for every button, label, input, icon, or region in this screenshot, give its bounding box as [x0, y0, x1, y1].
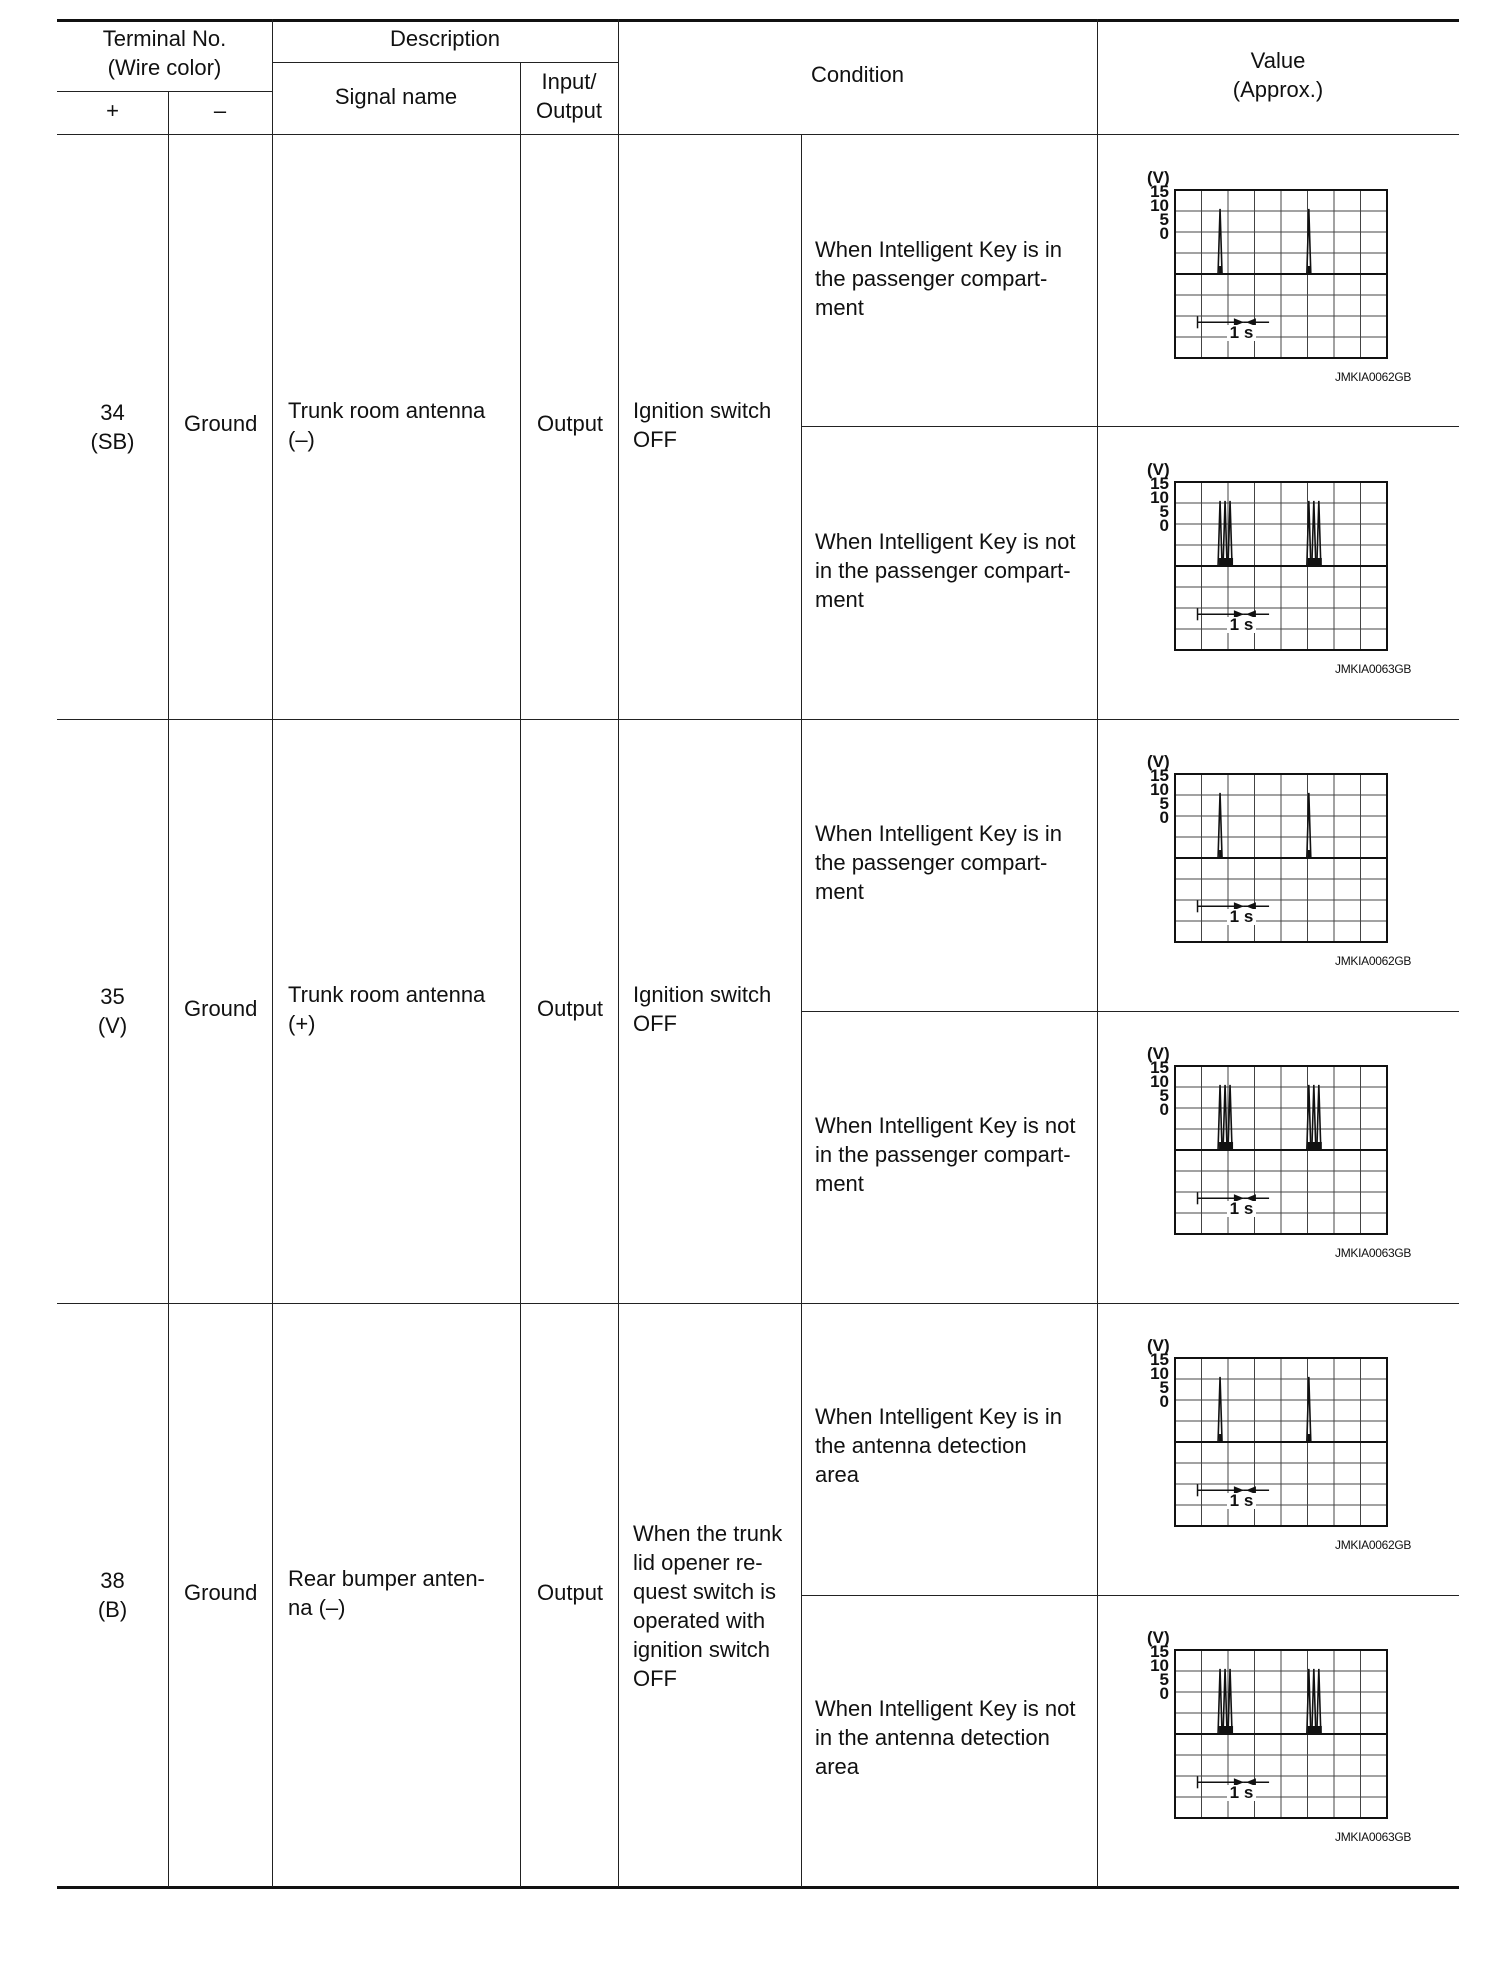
col-divider [1097, 19, 1098, 1887]
unit-label: (V) [1147, 1628, 1170, 1647]
signal-pulse [1317, 501, 1321, 566]
figure-code: JMKIA0063GB [1335, 1246, 1412, 1260]
waveform-graph [1135, 760, 1435, 970]
signal-pulse [1218, 793, 1222, 858]
pulse-base [1219, 266, 1222, 274]
waveform-figure [1135, 168, 1435, 386]
condition-sub: When Intelligent Key is in the antenna detection area [815, 1404, 1063, 1487]
col-divider [618, 19, 619, 1887]
y-tick-label: 5 [1159, 1670, 1169, 1689]
ground-label: Ground [184, 1580, 258, 1605]
time-scale-label: 1 s [1227, 1785, 1257, 1801]
signal-pulse [1228, 1085, 1232, 1150]
waveform-figure [1135, 1336, 1435, 1554]
unit-label: (V) [1147, 1336, 1170, 1355]
ground-label: Ground [184, 411, 258, 436]
header-terminal-no: Terminal No. (Wire color) [102, 26, 227, 80]
condition-sub: When Intelligent Key is not in the passenger compart- ment [815, 1113, 1076, 1196]
figure-code: JMKIA0062GB [1335, 370, 1412, 384]
signal-name: Trunk room antenna (–) [288, 398, 486, 452]
terminal-divider [57, 91, 272, 92]
y-tick-label: 10 [1150, 1656, 1169, 1675]
condition-main: Ignition switch OFF [633, 982, 772, 1036]
y-tick-label: 5 [1159, 1378, 1169, 1397]
signal-name: Trunk room antenna (+) [288, 982, 486, 1036]
figure-code: JMKIA0062GB [1335, 954, 1412, 968]
subrow-divider [801, 426, 1459, 427]
waveform-figure [1135, 1044, 1435, 1262]
col-divider [168, 91, 169, 1887]
y-tick-label: 15 [1150, 1642, 1169, 1661]
unit-label: (V) [1147, 460, 1170, 479]
io-label: Output [537, 411, 604, 436]
y-tick-label: 0 [1159, 516, 1169, 535]
pulse-base [1308, 1142, 1322, 1150]
y-tick-label: 0 [1159, 1684, 1169, 1703]
io-label: Output [537, 996, 604, 1021]
condition-sub: When Intelligent Key is in the passenger compart- ment [815, 237, 1063, 320]
y-tick-label: 10 [1150, 1072, 1169, 1091]
condition-main: Ignition switch OFF [633, 398, 772, 452]
waveform-figure [1135, 1628, 1435, 1846]
time-scale-label: 1 s [1227, 1201, 1257, 1217]
unit-label: (V) [1147, 1044, 1170, 1063]
y-tick-label: 5 [1159, 794, 1169, 813]
waveform-graph [1135, 1344, 1435, 1554]
y-tick-label: 5 [1159, 502, 1169, 521]
header-input-output: Input/ Output [535, 69, 603, 123]
y-tick-label: 0 [1159, 1100, 1169, 1119]
signal-pulse [1223, 1669, 1227, 1734]
signal-pulse [1218, 209, 1222, 274]
col-divider [520, 62, 521, 1887]
pulse-base [1308, 1726, 1322, 1734]
time-scale-label: 1 s [1227, 325, 1257, 341]
terminal-number: 34 (SB) [90, 400, 135, 454]
pulse-base [1219, 558, 1233, 566]
header-condition: Condition [811, 62, 904, 87]
ground-label: Ground [184, 996, 258, 1021]
figure-code: JMKIA0062GB [1335, 1538, 1412, 1552]
table-bottom-border [57, 1886, 1459, 1889]
waveform-figure [1135, 460, 1435, 678]
y-tick-label: 0 [1159, 224, 1169, 243]
signal-pulse [1223, 1085, 1227, 1150]
y-tick-label: 0 [1159, 1392, 1169, 1411]
header-bottom-border [57, 134, 1459, 135]
condition-sub: When Intelligent Key is not in the antenna detection area [815, 1696, 1076, 1779]
col-divider [272, 19, 273, 1887]
y-tick-label: 15 [1150, 766, 1169, 785]
pulse-base [1219, 850, 1222, 858]
condition-sub: When Intelligent Key is in the passenger compart- ment [815, 821, 1063, 904]
signal-pulse [1218, 1669, 1222, 1734]
y-tick-label: 10 [1150, 196, 1169, 215]
pulse-base [1308, 558, 1322, 566]
pulse-base [1308, 266, 1311, 274]
time-scale-label: 1 s [1227, 1493, 1257, 1509]
waveform-graph [1135, 468, 1435, 678]
signal-pulse [1228, 1669, 1232, 1734]
row-divider [57, 719, 1459, 720]
header-signal-name: Signal name [334, 84, 458, 109]
header-plus: + [106, 98, 119, 123]
condition-main: When the trunk lid opener re- quest switch is operated with ignition switch OFF [633, 1521, 783, 1691]
y-tick-label: 15 [1150, 474, 1169, 493]
signal-pulse [1218, 1085, 1222, 1150]
col-divider [801, 134, 802, 1887]
pulse-base [1219, 1142, 1233, 1150]
terminal-number: 35 (V) [97, 984, 128, 1038]
io-label: Output [537, 1580, 604, 1605]
waveform-figure [1135, 752, 1435, 970]
subrow-divider [801, 1595, 1459, 1596]
figure-code: JMKIA0063GB [1335, 1830, 1412, 1844]
header-value: Value (Approx.) [1232, 48, 1324, 102]
subrow-divider [801, 1011, 1459, 1012]
header-minus: – [213, 98, 227, 123]
signal-pulse [1312, 501, 1316, 566]
waveform-graph [1135, 1052, 1435, 1262]
pulse-base [1219, 1726, 1233, 1734]
time-scale-label: 1 s [1227, 909, 1257, 925]
signal-name: Rear bumper anten- na (–) [288, 1566, 485, 1620]
condition-sub: When Intelligent Key is not in the passenger compart- ment [815, 529, 1076, 612]
y-tick-label: 15 [1150, 1058, 1169, 1077]
y-tick-label: 15 [1150, 1350, 1169, 1369]
signal-pulse [1223, 501, 1227, 566]
header-description: Description [389, 26, 501, 51]
time-scale-label: 1 s [1227, 617, 1257, 633]
signal-pulse [1312, 1669, 1316, 1734]
unit-label: (V) [1147, 168, 1170, 187]
figure-code: JMKIA0063GB [1335, 662, 1412, 676]
terminal-number: 38 (B) [97, 1568, 128, 1622]
pulse-base [1308, 850, 1311, 858]
waveform-graph [1135, 1636, 1435, 1846]
row-divider [57, 1303, 1459, 1304]
signal-pulse [1317, 1669, 1321, 1734]
y-tick-label: 15 [1150, 182, 1169, 201]
unit-label: (V) [1147, 752, 1170, 771]
y-tick-label: 10 [1150, 1364, 1169, 1383]
y-tick-label: 5 [1159, 210, 1169, 229]
waveform-graph [1135, 176, 1435, 386]
pulse-base [1308, 1434, 1311, 1442]
signal-pulse [1228, 501, 1232, 566]
pulse-base [1219, 1434, 1222, 1442]
description-divider [272, 62, 618, 63]
y-tick-label: 0 [1159, 808, 1169, 827]
signal-pulse [1218, 501, 1222, 566]
signal-pulse [1317, 1085, 1321, 1150]
table-top-border [57, 19, 1459, 22]
signal-pulse [1218, 1377, 1222, 1442]
signal-pulse [1312, 1085, 1316, 1150]
y-tick-label: 5 [1159, 1086, 1169, 1105]
y-tick-label: 10 [1150, 780, 1169, 799]
y-tick-label: 10 [1150, 488, 1169, 507]
